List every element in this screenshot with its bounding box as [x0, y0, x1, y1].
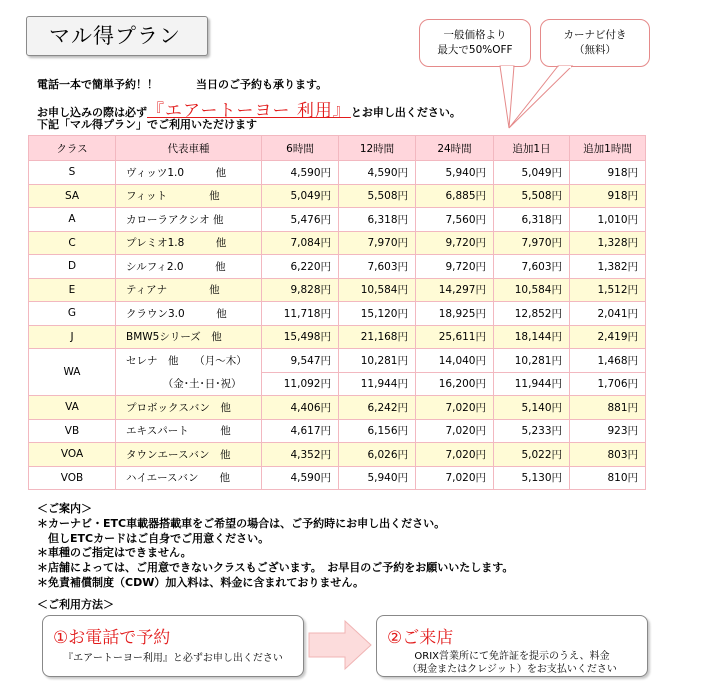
price-cell: 25,611円 [416, 325, 494, 349]
price-cell: 4,352円 [262, 443, 339, 467]
price-cell: 5,049円 [262, 184, 339, 208]
usage-heading: ＜ご利用方法＞ [37, 598, 114, 611]
table-row [29, 443, 646, 467]
model-cell: ティアナ 他 [116, 278, 262, 302]
price-cell: 6,220円 [262, 255, 339, 279]
price-cell: 15,498円 [262, 325, 339, 349]
note-item: ＊車種のご指定はできません。 [37, 546, 192, 560]
price-cell: 5,508円 [339, 184, 416, 208]
notes-heading: ＜ご案内＞ [37, 502, 92, 515]
note-item: ＊免責補償制度（CDW）加入料は、料金に含まれておりません。 [37, 575, 364, 589]
model-cell: プレミオ1.8 他 [116, 231, 262, 255]
step-visit-store [376, 615, 648, 677]
table-row [29, 231, 646, 255]
navi-callout [540, 19, 650, 67]
price-cell: 9,720円 [416, 231, 494, 255]
step1-title: ①お電話で予約 [53, 628, 171, 648]
class-cell: D [29, 255, 116, 279]
note-item: 但しETCカードはご自身でご用意ください。 [37, 531, 270, 545]
price-cell: 6,156円 [339, 419, 416, 443]
price-cell: 881円 [570, 396, 646, 420]
column-header: 24時間 [416, 136, 494, 161]
column-header: 12時間 [339, 136, 416, 161]
price-cell: 10,281円 [339, 349, 416, 373]
navi-callout-line1: カーナビ付き [563, 29, 627, 41]
table-row [29, 419, 646, 443]
class-cell: VA [29, 396, 116, 420]
class-cell: VOB [29, 466, 116, 490]
price-cell: 7,560円 [416, 208, 494, 232]
price-cell: 1,512円 [570, 278, 646, 302]
price-cell: 4,617円 [262, 419, 339, 443]
class-cell: E [29, 278, 116, 302]
price-cell: 810円 [570, 466, 646, 490]
table-row [29, 396, 646, 420]
step-phone-reservation [42, 615, 304, 677]
price-cell: 12,852円 [494, 302, 570, 326]
price-cell: 5,233円 [494, 419, 570, 443]
table-row [29, 302, 646, 326]
note-item: ＊カーナビ・ETC車載器搭載車をご希望の場合は、ご予約時にお申し出ください。 [37, 516, 446, 530]
navi-callout-line2: （無料） [574, 44, 616, 56]
price-cell: 9,547円 [262, 349, 339, 373]
price-cell: 6,026円 [339, 443, 416, 467]
table-row [29, 208, 646, 232]
column-header: 追加1日 [494, 136, 570, 161]
step1-desc: 『エアートーヨー利用』と必ずお申し出ください [63, 653, 283, 664]
price-cell: 7,603円 [339, 255, 416, 279]
model-cell: タウンエースバン 他 [116, 443, 262, 467]
price-cell: 7,020円 [416, 466, 494, 490]
class-cell: J [29, 325, 116, 349]
model-cell: エキスパート 他 [116, 419, 262, 443]
price-cell: 918円 [570, 161, 646, 185]
price-cell: 11,944円 [339, 372, 416, 396]
price-cell: 4,406円 [262, 396, 339, 420]
step2-title: ②ご来店 [387, 628, 454, 648]
class-cell: WA [29, 349, 116, 396]
price-cell: 4,590円 [262, 161, 339, 185]
price-cell: 2,419円 [570, 325, 646, 349]
class-cell: A [29, 208, 116, 232]
step2-desc-line2: （現金またはクレジット）をお支払いください [407, 664, 617, 675]
price-cell: 7,084円 [262, 231, 339, 255]
price-cell: 7,970円 [339, 231, 416, 255]
price-cell: 923円 [570, 419, 646, 443]
price-cell: 10,281円 [494, 349, 570, 373]
table-row [29, 161, 646, 185]
price-cell: 5,940円 [416, 161, 494, 185]
column-header: 追加1時間 [570, 136, 646, 161]
table-row [29, 349, 646, 373]
price-cell: 9,720円 [416, 255, 494, 279]
price-cell: 4,590円 [262, 466, 339, 490]
price-cell: 5,508円 [494, 184, 570, 208]
price-cell: 11,718円 [262, 302, 339, 326]
price-cell: 6,318円 [339, 208, 416, 232]
price-cell: 14,040円 [416, 349, 494, 373]
price-cell: 10,584円 [339, 278, 416, 302]
table-row [29, 325, 646, 349]
class-cell: C [29, 231, 116, 255]
arrow-right-icon [307, 618, 373, 672]
discount-callout-line2: 最大で50%OFF [437, 44, 513, 56]
model-cell: （金･土･日･祝） [116, 372, 262, 396]
table-row [29, 372, 646, 396]
intro-line-3: 下記「マル得プラン」でご利用いただけます [37, 118, 257, 131]
discount-callout-line1: 一般価格より [443, 29, 507, 41]
price-cell: 14,297円 [416, 278, 494, 302]
model-cell: クラウン3.0 他 [116, 302, 262, 326]
discount-callout [419, 19, 531, 67]
price-cell: 6,318円 [494, 208, 570, 232]
price-cell: 1,706円 [570, 372, 646, 396]
price-cell: 918円 [570, 184, 646, 208]
price-cell: 18,925円 [416, 302, 494, 326]
price-cell: 11,944円 [494, 372, 570, 396]
price-cell: 5,940円 [339, 466, 416, 490]
note-item: ＊店舗によっては、ご用意できないクラスもございます。 お早目のご予約をお願いいたします。 [37, 561, 514, 575]
class-cell: G [29, 302, 116, 326]
price-cell: 5,022円 [494, 443, 570, 467]
price-cell: 1,010円 [570, 208, 646, 232]
model-cell: ハイエースバン 他 [116, 466, 262, 490]
price-cell: 6,885円 [416, 184, 494, 208]
price-cell: 10,584円 [494, 278, 570, 302]
table-row [29, 255, 646, 279]
price-cell: 5,140円 [494, 396, 570, 420]
intro-phone-text: 電話一本で簡単予約！！ [37, 78, 158, 91]
price-cell: 5,476円 [262, 208, 339, 232]
intro-apply-text-end: とお申し出ください。 [350, 106, 461, 119]
price-cell: 21,168円 [339, 325, 416, 349]
class-cell: S [29, 161, 116, 185]
price-cell: 803円 [570, 443, 646, 467]
intro-line-1 [37, 76, 327, 92]
price-cell: 7,970円 [494, 231, 570, 255]
model-cell: カローラアクシオ 他 [116, 208, 262, 232]
price-cell: 7,020円 [416, 396, 494, 420]
plan-title: マル得プラン [26, 16, 208, 56]
class-cell: VB [29, 419, 116, 443]
step2-desc-line1: ORIX営業所にて免許証を提示のうえ、料金 [414, 651, 610, 662]
price-cell: 2,041円 [570, 302, 646, 326]
table-row [29, 184, 646, 208]
class-cell: SA [29, 184, 116, 208]
price-cell: 7,020円 [416, 419, 494, 443]
rate-table [28, 135, 646, 490]
intro-same-day-text: 当日のご予約も承ります。 [196, 78, 328, 91]
price-cell: 4,590円 [339, 161, 416, 185]
table-row [29, 278, 646, 302]
model-cell: ヴィッツ1.0 他 [116, 161, 262, 185]
model-cell: BMW5シリーズ 他 [116, 325, 262, 349]
model-cell: シルフィ2.0 他 [116, 255, 262, 279]
model-cell: セレナ 他 （月～木） [116, 349, 262, 373]
column-header: 6時間 [262, 136, 339, 161]
model-cell: フィット 他 [116, 184, 262, 208]
intro-highlight: 『エアートーヨー 利用』 [147, 101, 351, 121]
intro-apply-text: お申し込みの際は必ず [37, 106, 147, 119]
column-header: 代表車種 [116, 136, 262, 161]
price-cell: 16,200円 [416, 372, 494, 396]
price-cell: 7,603円 [494, 255, 570, 279]
price-cell: 5,049円 [494, 161, 570, 185]
table-body [29, 161, 646, 490]
price-cell: 1,468円 [570, 349, 646, 373]
price-cell: 11,092円 [262, 372, 339, 396]
class-cell: VOA [29, 443, 116, 467]
price-cell: 15,120円 [339, 302, 416, 326]
price-cell: 6,242円 [339, 396, 416, 420]
price-cell: 9,828円 [262, 278, 339, 302]
price-cell: 5,130円 [494, 466, 570, 490]
discount-callout-pointer [500, 66, 514, 128]
navi-callout-pointer [509, 66, 572, 128]
price-cell: 1,382円 [570, 255, 646, 279]
price-cell: 1,328円 [570, 231, 646, 255]
price-cell: 18,144円 [494, 325, 570, 349]
column-header: クラス [29, 136, 116, 161]
price-cell: 7,020円 [416, 443, 494, 467]
step2-desc [377, 650, 647, 676]
model-cell: プロボックスバン 他 [116, 396, 262, 420]
table-header-row [29, 136, 646, 161]
notes-section [37, 502, 513, 591]
table-row [29, 466, 646, 490]
